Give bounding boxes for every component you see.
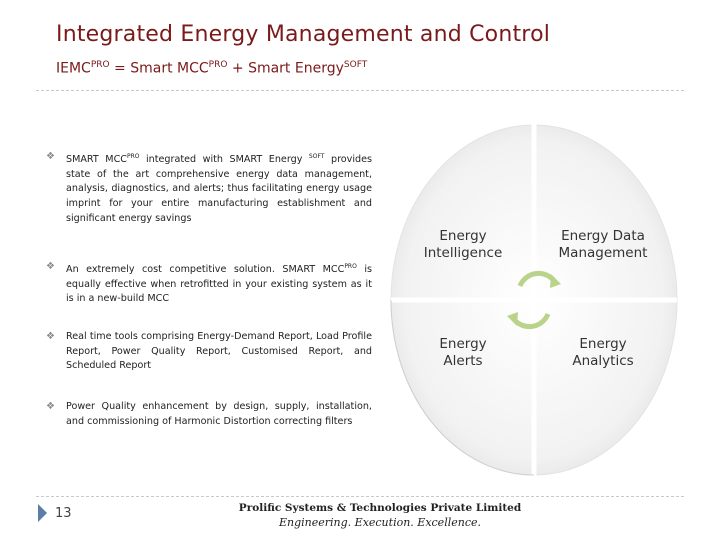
quadrant-energy-analytics: Energy Analytics [572,336,634,369]
bullet-item [46,260,372,307]
quadrant-energy-intelligence: Energy Intelligence [423,228,503,261]
company-tagline: Engineering. Execution. Excellence. [278,516,481,529]
bullet-item [46,150,372,226]
diamond-bullet-icon: ❖ [46,401,55,412]
page-number: 13 [55,506,72,521]
quadrant-disc-graphic [390,124,678,536]
quadrant-energy-data-management: Energy Data Management [558,228,648,261]
header-divider [36,90,684,91]
energy-quadrant-diagram [390,124,678,536]
bullet-item [46,330,372,374]
page-marker-icon [38,504,47,522]
company-name: Prolific Systems & Technologies Private Limited [238,502,522,514]
bullet-text: An extremely cost competitive solution. SMART $MCC^{PRO}$ is equally effective when retrofitted in your existing system as it is in a new-build MCC [66,263,372,305]
bullet-text: Power Quality enhancement by design, supply, installation, and commissioning of Harmonic Distortion correcting filters [66,401,372,427]
bullet-item [46,400,372,429]
diamond-bullet-icon: ❖ [46,261,55,272]
footer-divider [36,496,684,497]
diamond-bullet-icon: ❖ [46,151,55,162]
bullet-text: Real time tools comprising Energy-Demand Report, Load Profile Report, Power Quality Report, Customised Report, and Scheduled Report [66,331,372,372]
slide-subtitle: $IEMC^{PRO}$ = Smart $MCC^{PRO}$ + Smart Energy$^{SOFT}$ [56,60,368,77]
diamond-bullet-icon: ❖ [46,331,55,342]
bullet-text: SMART $MCC^{PRO}$ integrated with SMART Energy $^{SOFT}$ provides state of the art comprehensive energy data management, analysis, diagnostics, and alerts; thus facilitating energy usage imprint for your entire manufacturing establishment and significant energy savings [66,153,373,224]
slide-title: Integrated Energy Management and Control [56,22,551,47]
quadrant-energy-alerts: Energy Alerts [439,336,487,369]
